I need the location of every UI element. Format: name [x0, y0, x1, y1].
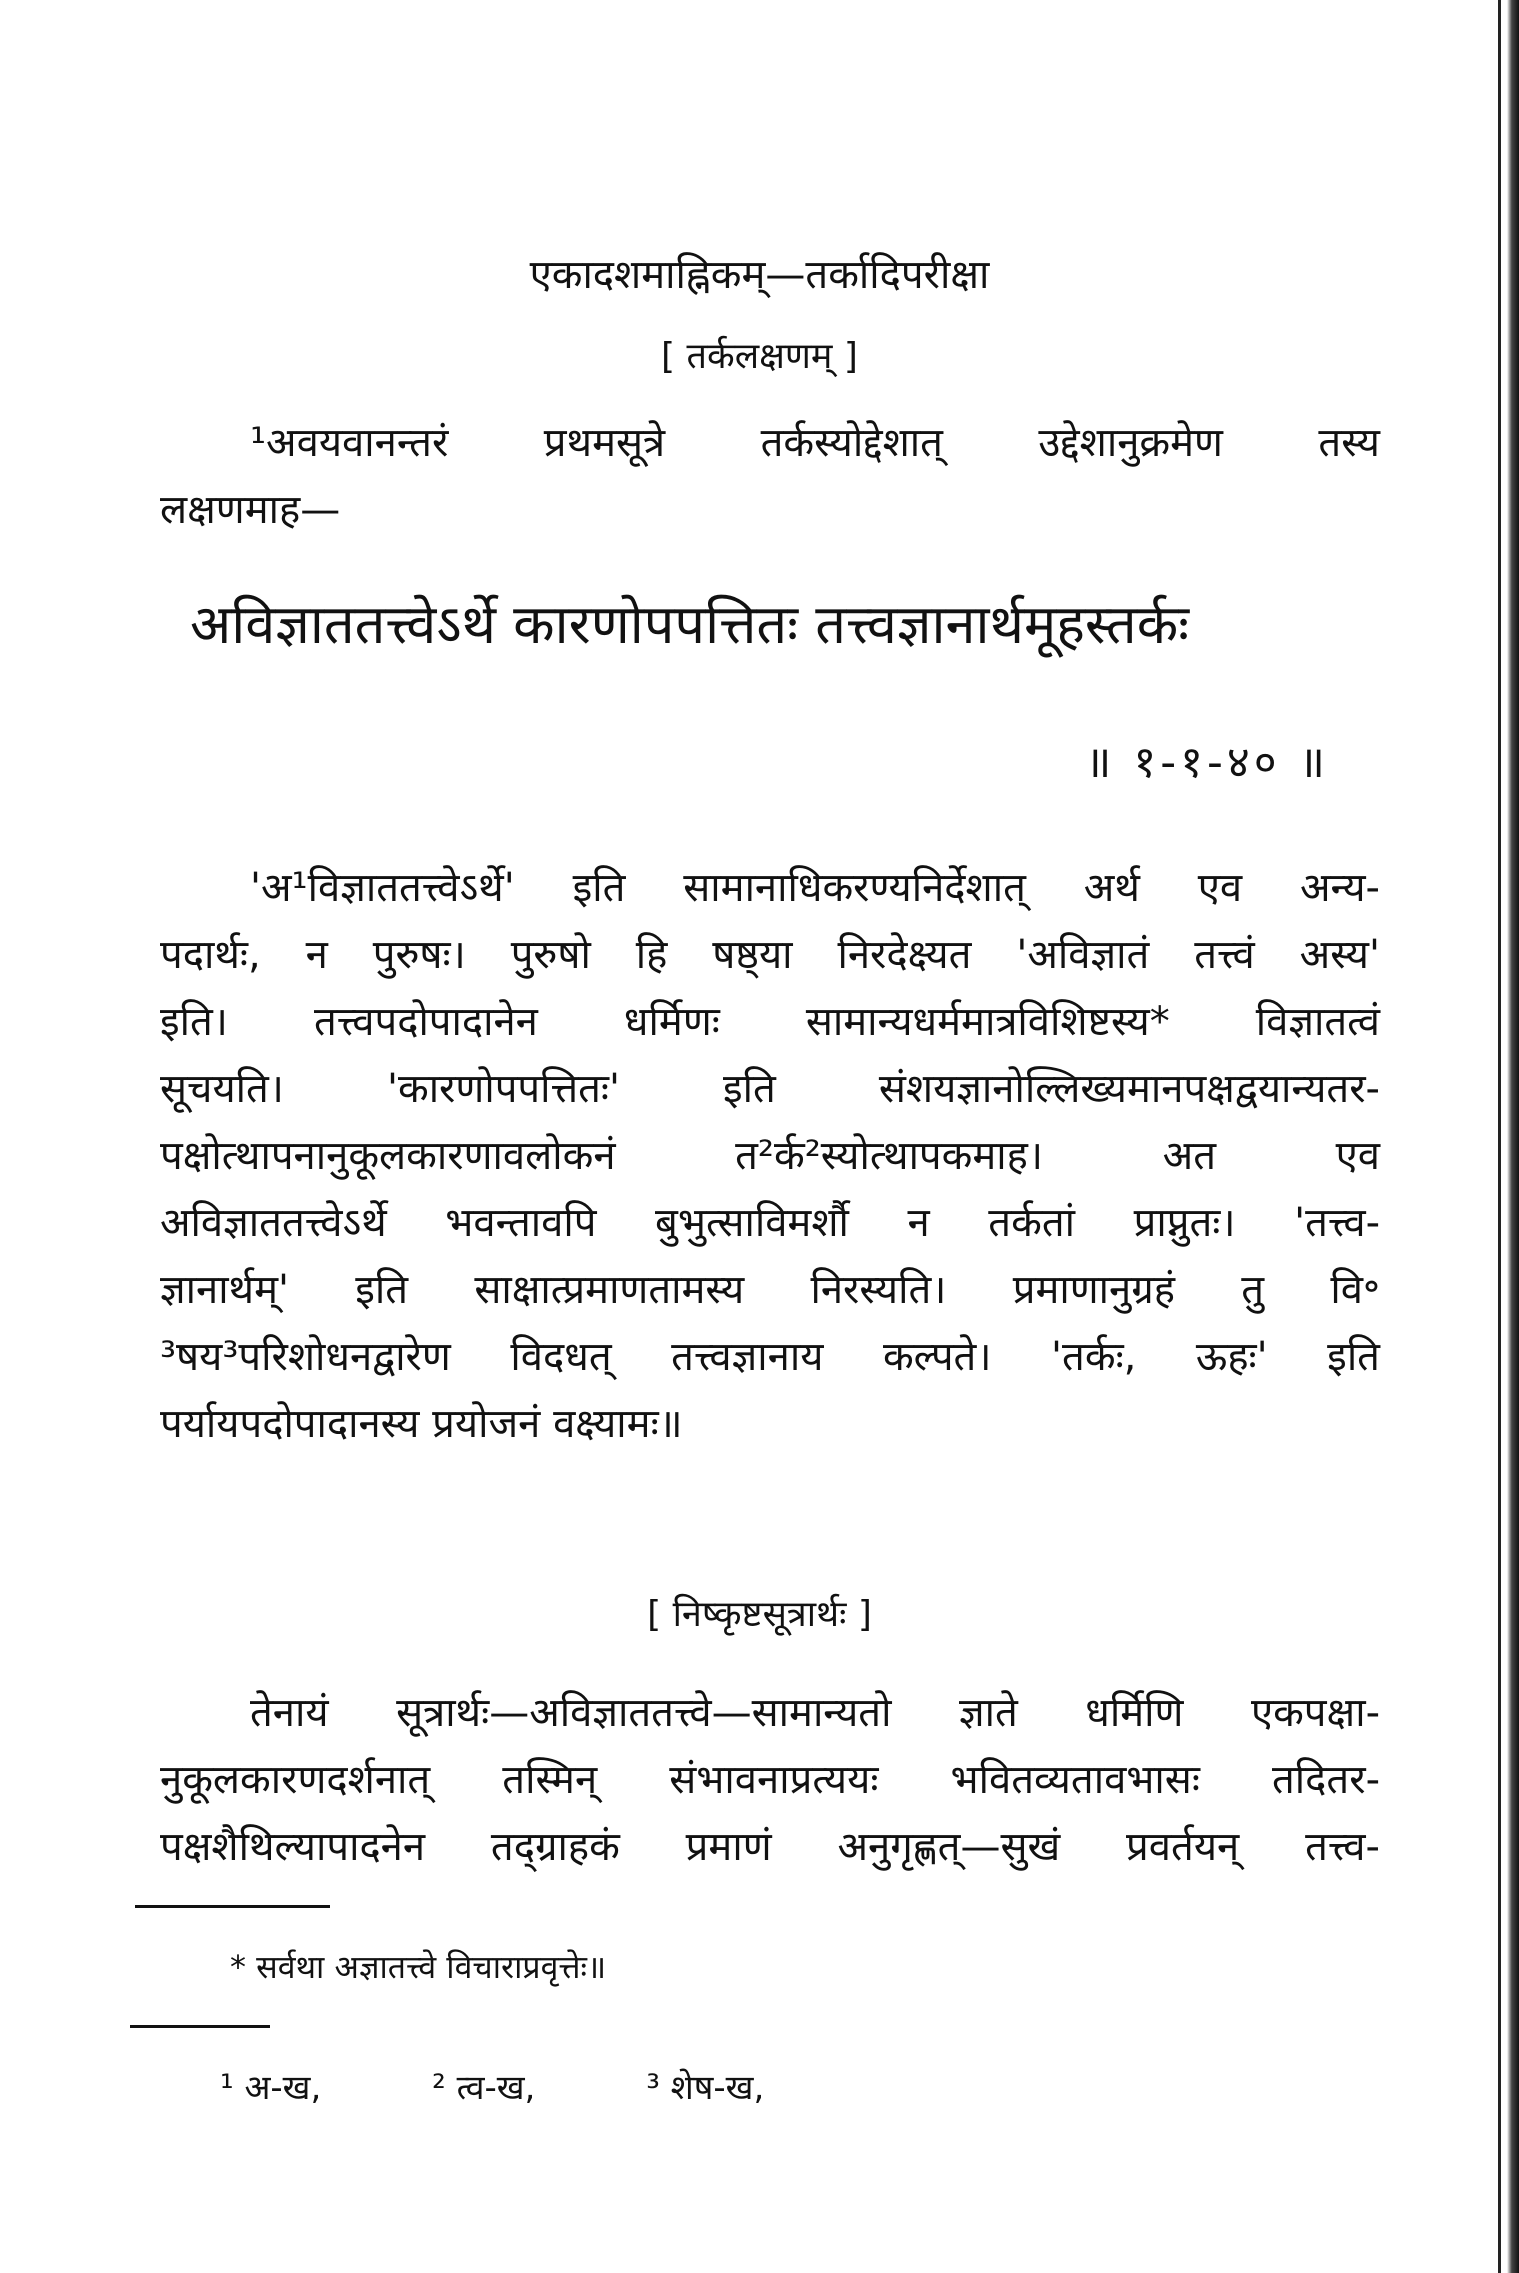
intro-line: लक्षणमाह— — [160, 487, 341, 533]
footnote-variant-3: ³ शेष-ख, — [646, 2068, 765, 2108]
intro-line: ¹अवयवानन्तरं प्रथमसूत्रे तर्कस्योद्देशात् उद्देशानुक्रमेण तस्य — [250, 420, 1380, 466]
sutra-number: ॥ १-१-४० ॥ — [1085, 737, 1329, 788]
sutrartha-line: तेनायं सूत्रार्थः—अविज्ञाततत्त्वे—सामान्यतो ज्ञाते धर्मिणि एकपक्षा- — [250, 1690, 1380, 1736]
commentary-paragraph — [160, 855, 1380, 1458]
intro-paragraph — [160, 410, 1380, 544]
footnote-divider — [135, 1905, 330, 1908]
footnote-star: * सर्वथा अज्ञातत्त्वे विचाराप्रवृत्तेः॥ — [230, 1948, 607, 1986]
footnote-divider-2 — [130, 2025, 270, 2028]
footnote-variant-1: ¹ अ-ख, — [220, 2068, 322, 2108]
commentary-line: पर्यायपदोपादानस्य प्रयोजनं वक्ष्यामः॥ — [160, 1401, 683, 1447]
sutrartha-paragraph — [160, 1680, 1380, 1881]
section-heading-nishkrishta-sutrartha: [ निष्कृष्टसूत्रार्थः ] — [647, 1594, 872, 1635]
sutra-text: अविज्ञाततत्त्वेऽर्थे कारणोपपत्तितः तत्त्वज्ञानार्थमूहस्तर्कः — [190, 593, 1190, 656]
commentary-line: ³षय³परिशोधनद्वारेण विदधत् तत्त्वज्ञानाय कल्पते। 'तर्कः, ऊहः' इति — [160, 1334, 1380, 1380]
commentary-line: ज्ञानार्थम्' इति साक्षात्प्रमाणतामस्य निरस्यति। प्रमाणानुग्रहं तु वि॰ — [160, 1267, 1380, 1313]
sutrartha-line: पक्षशैथिल्यापादनेन तद्ग्राहकं प्रमाणं अनुगृह्णत्—सुखं प्रवर्तयन् तत्त्व- — [160, 1824, 1380, 1870]
sutrartha-line: नुकूलकारणदर्शनात् तस्मिन् संभावनाप्रत्ययः भवितव्यतावभासः तदितर- — [160, 1757, 1380, 1803]
commentary-line: इति। तत्त्वपदोपादानेन धर्मिणः सामान्यधर्ममात्रविशिष्टस्य* विज्ञातत्वं — [160, 999, 1380, 1045]
commentary-line: पक्षोत्थापनानुकूलकारणावलोकनं त²र्क²स्योत्थापकमाह। अत एव — [160, 1133, 1380, 1179]
commentary-line: 'अ¹विज्ञाततत्त्वेऽर्थे' इति सामानाधिकरण्यनिर्देशात् अर्थ एव अन्य- — [250, 865, 1380, 911]
footnote-variants — [220, 2063, 864, 2109]
commentary-line: सूचयति। 'कारणोपपत्तितः' इति संशयज्ञानोल्लिख्यमानपक्षद्वयान्यतर- — [160, 1066, 1380, 1112]
commentary-line: पदार्थः, न पुरुषः। पुरुषो हि षष्ठ्या निरदेक्ष्यत 'अविज्ञातं तत्त्वं अस्य' — [160, 932, 1380, 978]
section-heading-tarka-lakshana: [ तर्कलक्षणम् ] — [661, 336, 858, 377]
chapter-title: एकादशमाह्निकम्—तर्कादिपरीक्षा — [529, 252, 990, 298]
footnote-variant-2: ² त्व-ख, — [432, 2068, 536, 2108]
commentary-line: अविज्ञाततत्त्वेऽर्थे भवन्तावपि बुभुत्साविमर्शौ न तर्कतां प्राप्नुतः। 'तत्त्व- — [160, 1200, 1380, 1246]
